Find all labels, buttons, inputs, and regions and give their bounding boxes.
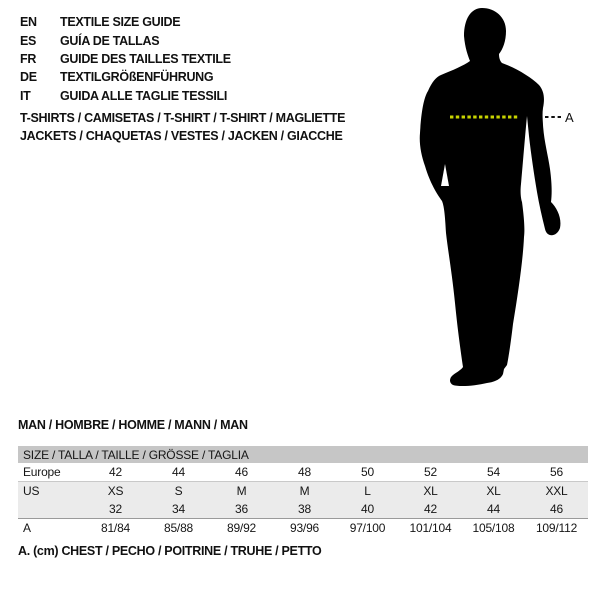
language-row-de bbox=[20, 68, 231, 86]
size-cell: 105/108 bbox=[462, 519, 525, 538]
language-text: GUÍA DE TALLAS bbox=[60, 33, 160, 48]
size-cell: XXL bbox=[525, 482, 588, 501]
size-cell: 89/92 bbox=[210, 519, 273, 538]
row-label: US bbox=[18, 482, 84, 501]
size-cell: XL bbox=[462, 482, 525, 501]
size-cell: 34 bbox=[147, 500, 210, 519]
size-cell: 46 bbox=[210, 463, 273, 482]
size-cell: 85/88 bbox=[147, 519, 210, 538]
language-row-it bbox=[20, 87, 231, 105]
size-cell: M bbox=[273, 482, 336, 501]
man-silhouette-figure bbox=[415, 3, 580, 395]
size-cell: S bbox=[147, 482, 210, 501]
language-row-en bbox=[20, 13, 231, 31]
language-code: ES bbox=[20, 33, 37, 48]
size-cell: L bbox=[336, 482, 399, 501]
size-cell: 56 bbox=[525, 463, 588, 482]
size-cell: XS bbox=[84, 482, 147, 501]
size-cell: 42 bbox=[399, 500, 462, 519]
size-cell: XL bbox=[399, 482, 462, 501]
language-code: FR bbox=[20, 51, 37, 66]
language-code: EN bbox=[20, 15, 37, 30]
table-row-europe bbox=[18, 463, 588, 482]
category-line-tshirts: T-SHIRTS / CAMISETAS / T-SHIRT / T-SHIRT / MAGLIETTE bbox=[20, 111, 346, 125]
row-label: Europe bbox=[18, 463, 84, 482]
size-cell: 36 bbox=[210, 500, 273, 519]
category-line-jackets: JACKETS / CHAQUETAS / VESTES / JACKEN / GIACCHE bbox=[20, 129, 343, 143]
size-cell: 40 bbox=[336, 500, 399, 519]
size-table bbox=[18, 446, 588, 537]
size-cell: 44 bbox=[147, 463, 210, 482]
size-cell: 38 bbox=[273, 500, 336, 519]
language-text: GUIDE DES TAILLES TEXTILE bbox=[60, 51, 231, 66]
size-cell: 44 bbox=[462, 500, 525, 519]
measure-label-a: A bbox=[565, 110, 574, 125]
measure-footnote: A. (cm) CHEST / PECHO / POITRINE / TRUHE / PETTO bbox=[18, 544, 322, 558]
size-cell: 97/100 bbox=[336, 519, 399, 538]
size-cell: M bbox=[210, 482, 273, 501]
size-cell: 81/84 bbox=[84, 519, 147, 538]
category-block bbox=[20, 109, 345, 145]
table-row-us bbox=[18, 482, 588, 501]
size-cell: 52 bbox=[399, 463, 462, 482]
language-row-es bbox=[20, 31, 231, 49]
size-cell: 93/96 bbox=[273, 519, 336, 538]
language-code: IT bbox=[20, 88, 31, 103]
size-cell: 101/104 bbox=[399, 519, 462, 538]
size-cell: 109/112 bbox=[525, 519, 588, 538]
size-cell: 42 bbox=[84, 463, 147, 482]
table-row-chest-a bbox=[18, 519, 588, 538]
row-label bbox=[18, 500, 84, 519]
table-header-cell: SIZE / TALLA / TAILLE / GRÖSSE / TAGLIA bbox=[18, 446, 588, 463]
table-row-numeric bbox=[18, 500, 588, 519]
size-cell: 54 bbox=[462, 463, 525, 482]
row-label: A bbox=[18, 519, 84, 538]
size-cell: 32 bbox=[84, 500, 147, 519]
section-title-man: MAN / HOMBRE / HOMME / MANN / MAN bbox=[18, 418, 248, 432]
size-cell: 48 bbox=[273, 463, 336, 482]
language-text: GUIDA ALLE TAGLIE TESSILI bbox=[60, 88, 228, 103]
table-header-row bbox=[18, 446, 588, 463]
size-cell: 50 bbox=[336, 463, 399, 482]
language-code: DE bbox=[20, 70, 37, 85]
language-row-fr bbox=[20, 50, 231, 68]
size-cell: 46 bbox=[525, 500, 588, 519]
language-text: TEXTILE SIZE GUIDE bbox=[60, 15, 181, 30]
man-silhouette bbox=[420, 8, 561, 386]
language-text: TEXTILGRÖßENFÜHRUNG bbox=[60, 70, 214, 85]
language-title-block bbox=[20, 13, 231, 105]
